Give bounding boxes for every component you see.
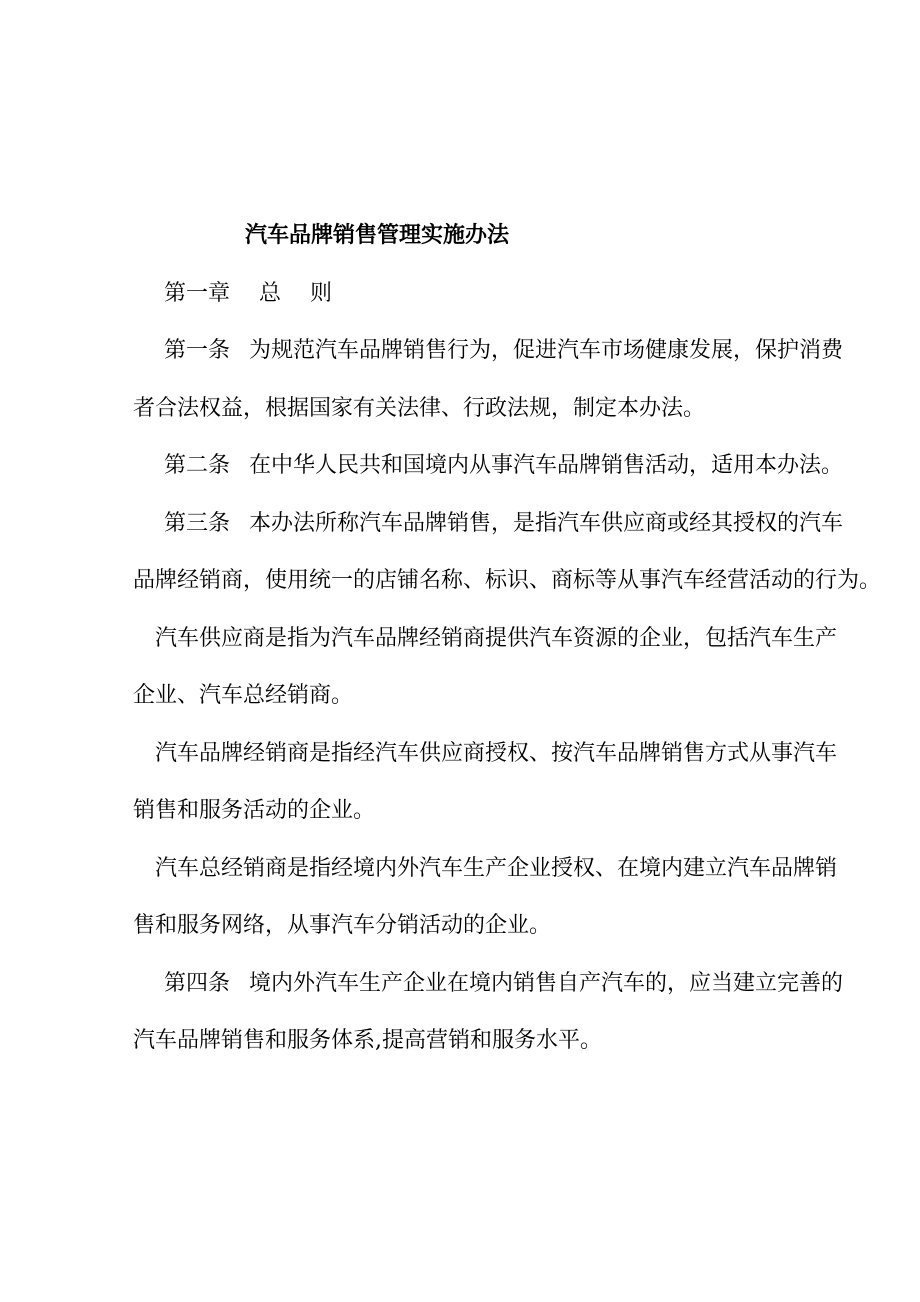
paragraph bbox=[133, 437, 890, 495]
paragraph-line: 售和服务网络，从事汽车分销活动的企业。 bbox=[133, 913, 552, 938]
paragraph-line: 第一条 为规范汽车品牌销售行为，促进汽车市场健康发展，保护消费 bbox=[164, 338, 844, 363]
chapter-heading bbox=[133, 265, 890, 323]
paragraph-line: 者合法权益，根据国家有关法律、行政法规，制定本办法。 bbox=[133, 395, 706, 421]
paragraph-line: 汽车总经销商是指经境内外汽车生产企业授权、在境内建立汽车品牌销 bbox=[155, 855, 838, 881]
document-body bbox=[133, 322, 890, 1070]
paragraph-line: 汽车品牌经销商是指经汽车供应商授权、按汽车品牌销售方式从事汽车 bbox=[155, 740, 838, 766]
paragraph-line: 企业、汽车总经销商。 bbox=[133, 683, 354, 708]
paragraph bbox=[133, 322, 890, 437]
chapter-heading-word-1: 总 bbox=[259, 280, 282, 306]
chapter-heading-number: 第一章 bbox=[164, 280, 231, 306]
paragraph-line: 第四条 境内外汽车生产企业在境内销售自产汽车的，应当建立完善的 bbox=[164, 970, 844, 996]
chapter-heading-word-2: 则 bbox=[310, 280, 333, 306]
paragraph bbox=[133, 725, 890, 840]
paragraph-line: 品牌经销商，使用统一的店铺名称、标识、商标等从事汽车经营活动的行为。 bbox=[133, 568, 882, 593]
paragraph bbox=[133, 955, 890, 1070]
article-label: 第四条 bbox=[164, 970, 231, 996]
document-title: 汽车品牌销售管理实施办法 bbox=[245, 222, 510, 248]
paragraph-line: 汽车品牌销售和服务体系,提高营销和服务水平。 bbox=[133, 1028, 602, 1053]
article-label: 第二条 bbox=[164, 453, 231, 478]
paragraph-line: 销售和服务活动的企业。 bbox=[133, 798, 376, 823]
paragraph-line: 第三条 本办法所称汽车品牌销售，是指汽车供应商或经其授权的汽车 bbox=[164, 510, 844, 536]
paragraph-line: 汽车供应商是指为汽车品牌经销商提供汽车资源的企业，包括汽车生产 bbox=[155, 625, 838, 651]
paragraph bbox=[133, 610, 890, 725]
paragraph bbox=[133, 840, 890, 955]
paragraph-line: 第二条 在中华人民共和国境内从事汽车品牌销售活动，适用本办法。 bbox=[164, 453, 844, 478]
article-label: 第三条 bbox=[164, 510, 231, 536]
article-label: 第一条 bbox=[164, 338, 231, 363]
paragraph bbox=[133, 495, 890, 610]
